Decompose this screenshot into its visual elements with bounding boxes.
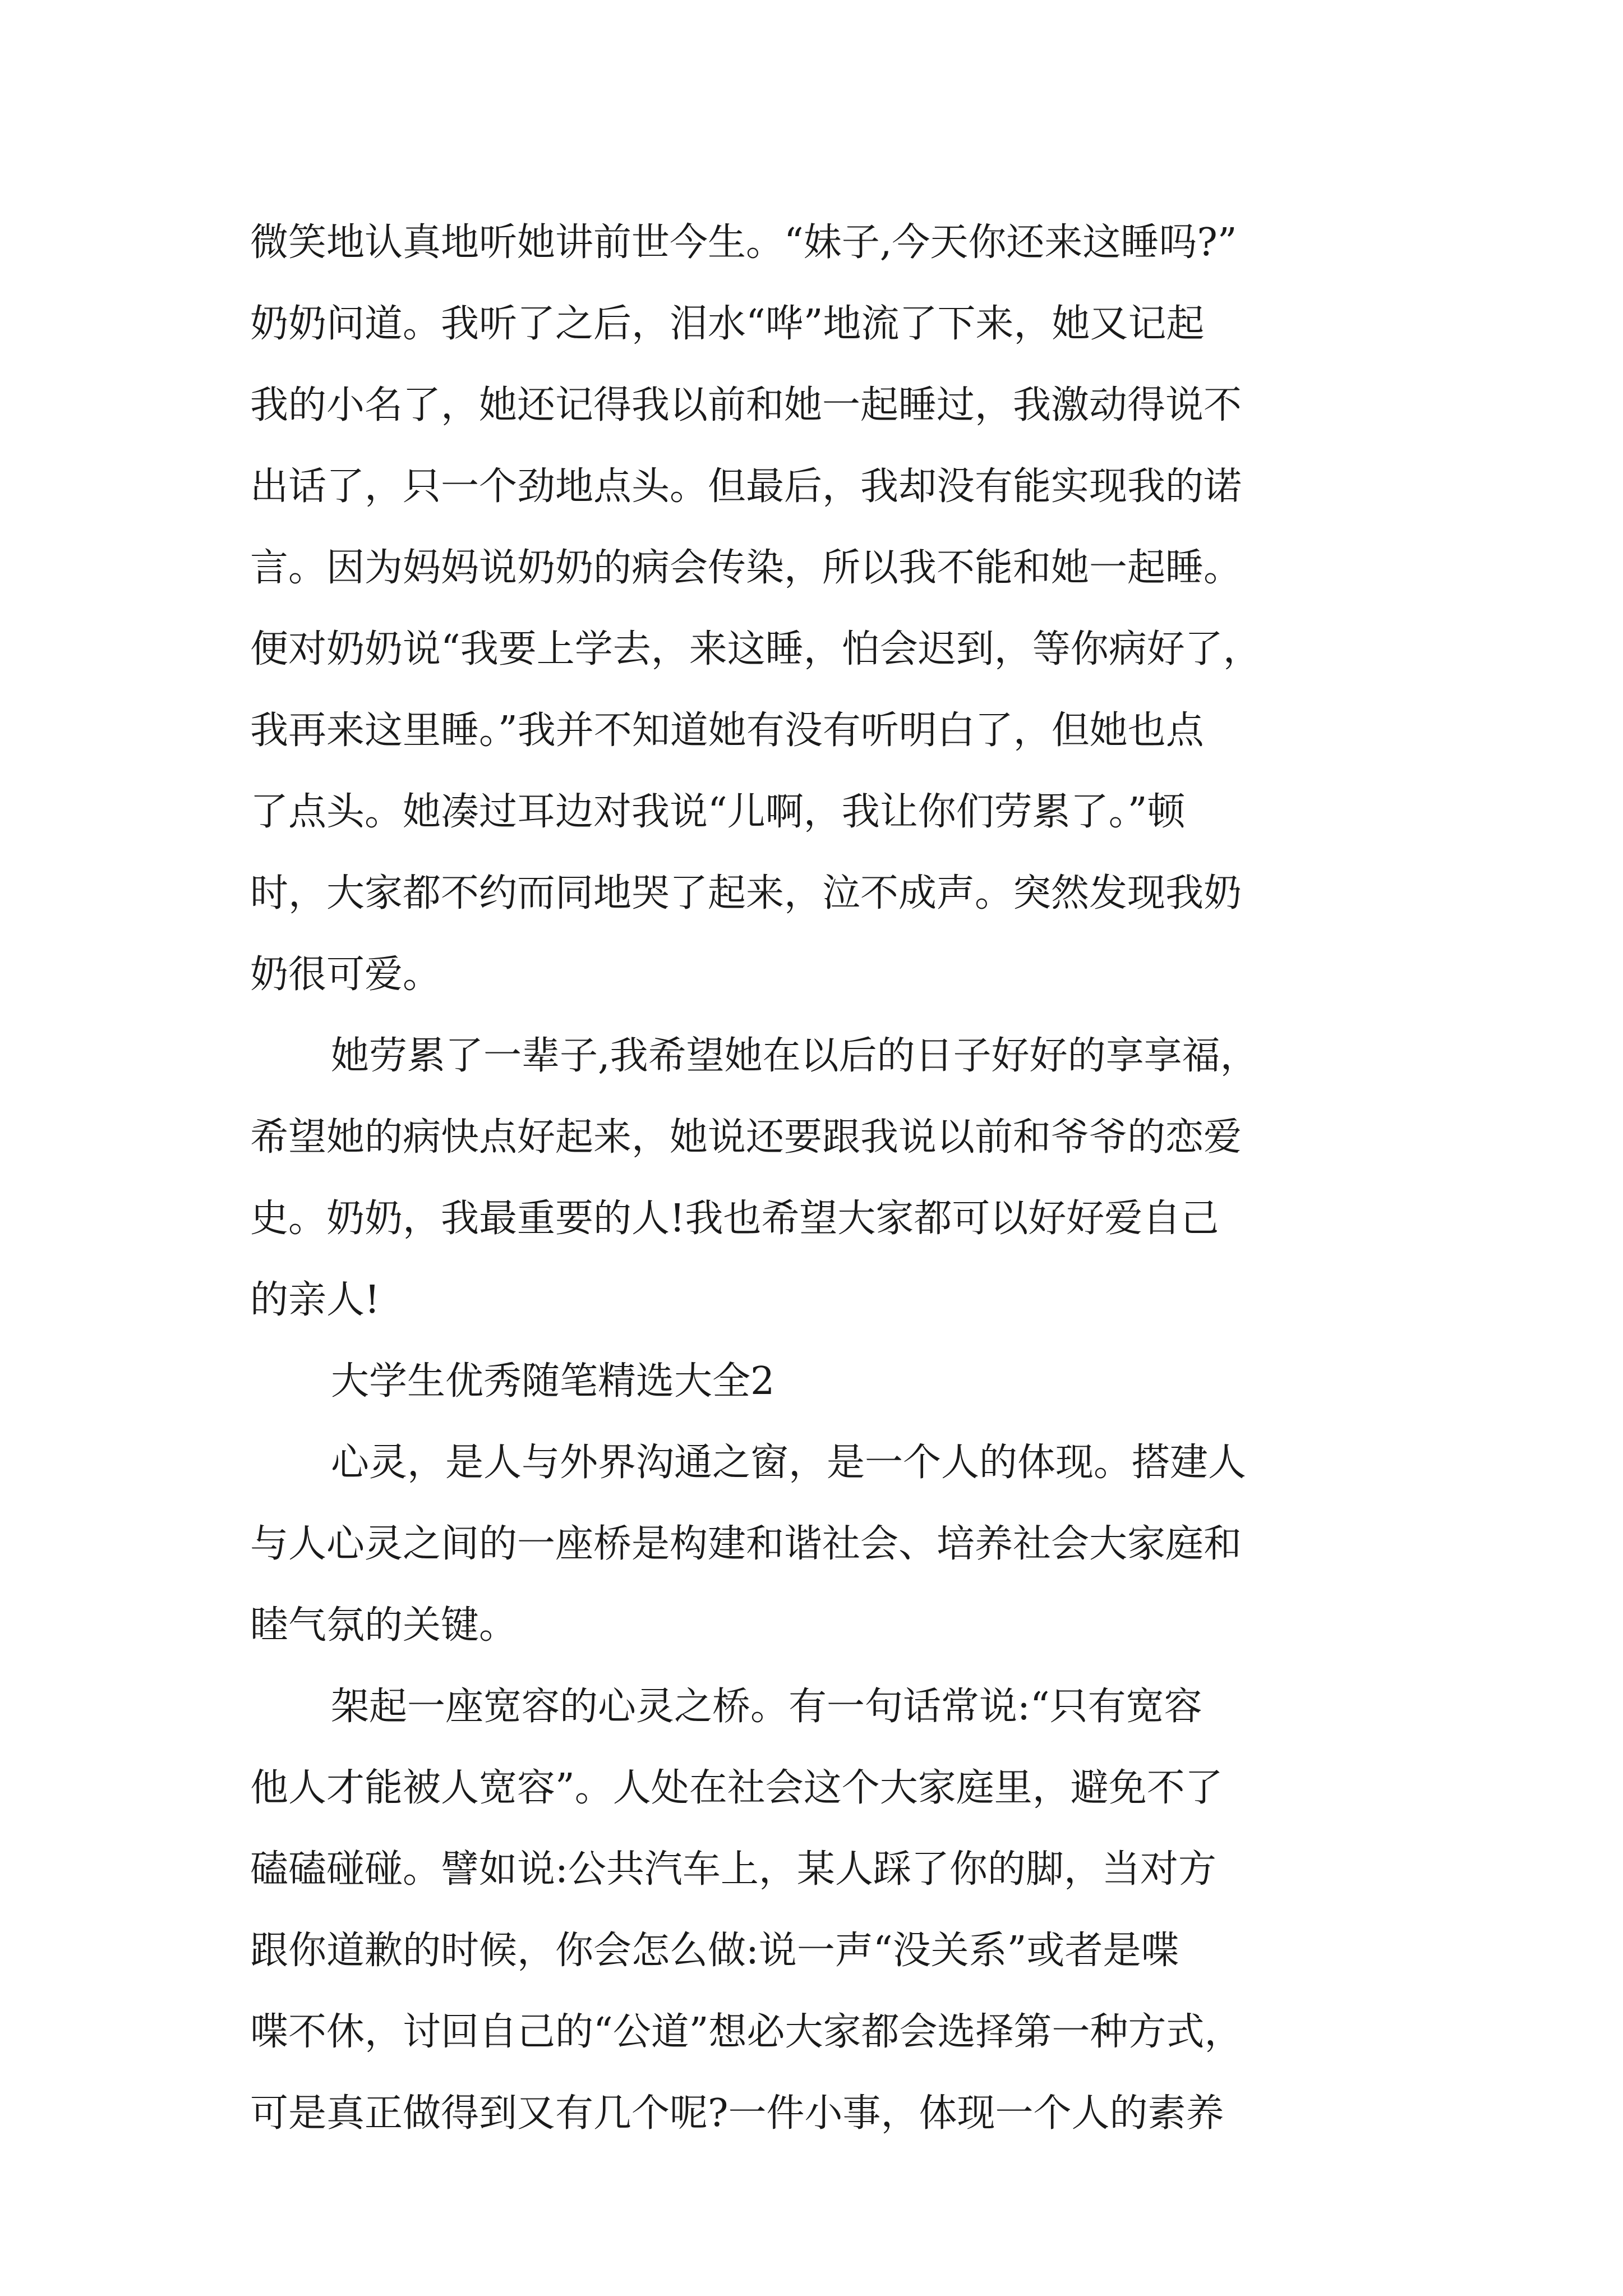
text-line: 史。奶奶，我最重要的人!我也希望大家都可以好好爱自己 bbox=[250, 1197, 1219, 1241]
text-line: 便对奶奶说“我要上学去，来这睡，怕会迟到，等你病好了， bbox=[250, 627, 1261, 671]
text-line: 言。因为妈妈说奶奶的病会传染，所以我不能和她一起睡。 bbox=[250, 546, 1242, 590]
text-line: 与人心灵之间的一座桥是构建和谐社会、培养社会大家庭和 bbox=[250, 1522, 1242, 1566]
text-line: 睦气氛的关键。 bbox=[250, 1603, 518, 1648]
document-body bbox=[250, 202, 1394, 2154]
text-line: 可是真正做得到又有几个呢?一件小事，体现一个人的素养 bbox=[250, 2091, 1224, 2136]
text-line: 了点头。她凑过耳边对我说“儿啊，我让你们劳累了。”顿 bbox=[250, 790, 1186, 834]
text-line: 的亲人! bbox=[250, 1278, 380, 1322]
text-line: 我的小名了，她还记得我以前和她一起睡过，我激动得说不 bbox=[250, 383, 1242, 427]
section-heading: 大学生优秀随笔精选大全2 bbox=[331, 1359, 775, 1404]
text-line: 磕磕碰碰。譬如说:公共汽车上，某人踩了你的脚，当对方 bbox=[250, 1847, 1216, 1892]
paragraph-start-line: 心灵，是人与外界沟通之窗，是一个人的体现。搭建人 bbox=[331, 1441, 1247, 1485]
text-line: 出话了，只一个劲地点头。但最后，我却没有能实现我的诺 bbox=[250, 464, 1242, 509]
text-line: 跟你道歉的时候，你会怎么做:说一声“没关系”或者是喋 bbox=[250, 1929, 1179, 1973]
text-line: 我再来这里睡。”我并不知道她有没有听明白了，但她也点 bbox=[250, 708, 1204, 753]
text-line: 时，大家都不约而同地哭了起来，泣不成声。突然发现我奶 bbox=[250, 871, 1242, 915]
text-line: 奶奶问道。我听了之后，泪水“哗”地流了下来，她又记起 bbox=[250, 302, 1205, 346]
text-line: 奶很可爱。 bbox=[250, 953, 441, 997]
text-line: 希望她的病快点好起来，她说还要跟我说以前和爷爷的恋爱 bbox=[250, 1115, 1242, 1159]
text-line: 喋不休，讨回自己的“公道”想必大家都会选择第一种方式， bbox=[250, 2010, 1243, 2054]
paragraph-start-line: 她劳累了一辈子,我希望她在以后的日子好好的享享福， bbox=[331, 1034, 1258, 1078]
text-line: 微笑地认真地听她讲前世今生。“妹子,今天你还来这睡吗?” bbox=[250, 220, 1237, 265]
paragraph-start-line: 架起一座宽容的心灵之桥。有一句话常说:“只有宽容 bbox=[331, 1685, 1202, 1729]
text-line: 他人才能被人宽容”。人处在社会这个大家庭里，避免不了 bbox=[250, 1766, 1223, 1810]
